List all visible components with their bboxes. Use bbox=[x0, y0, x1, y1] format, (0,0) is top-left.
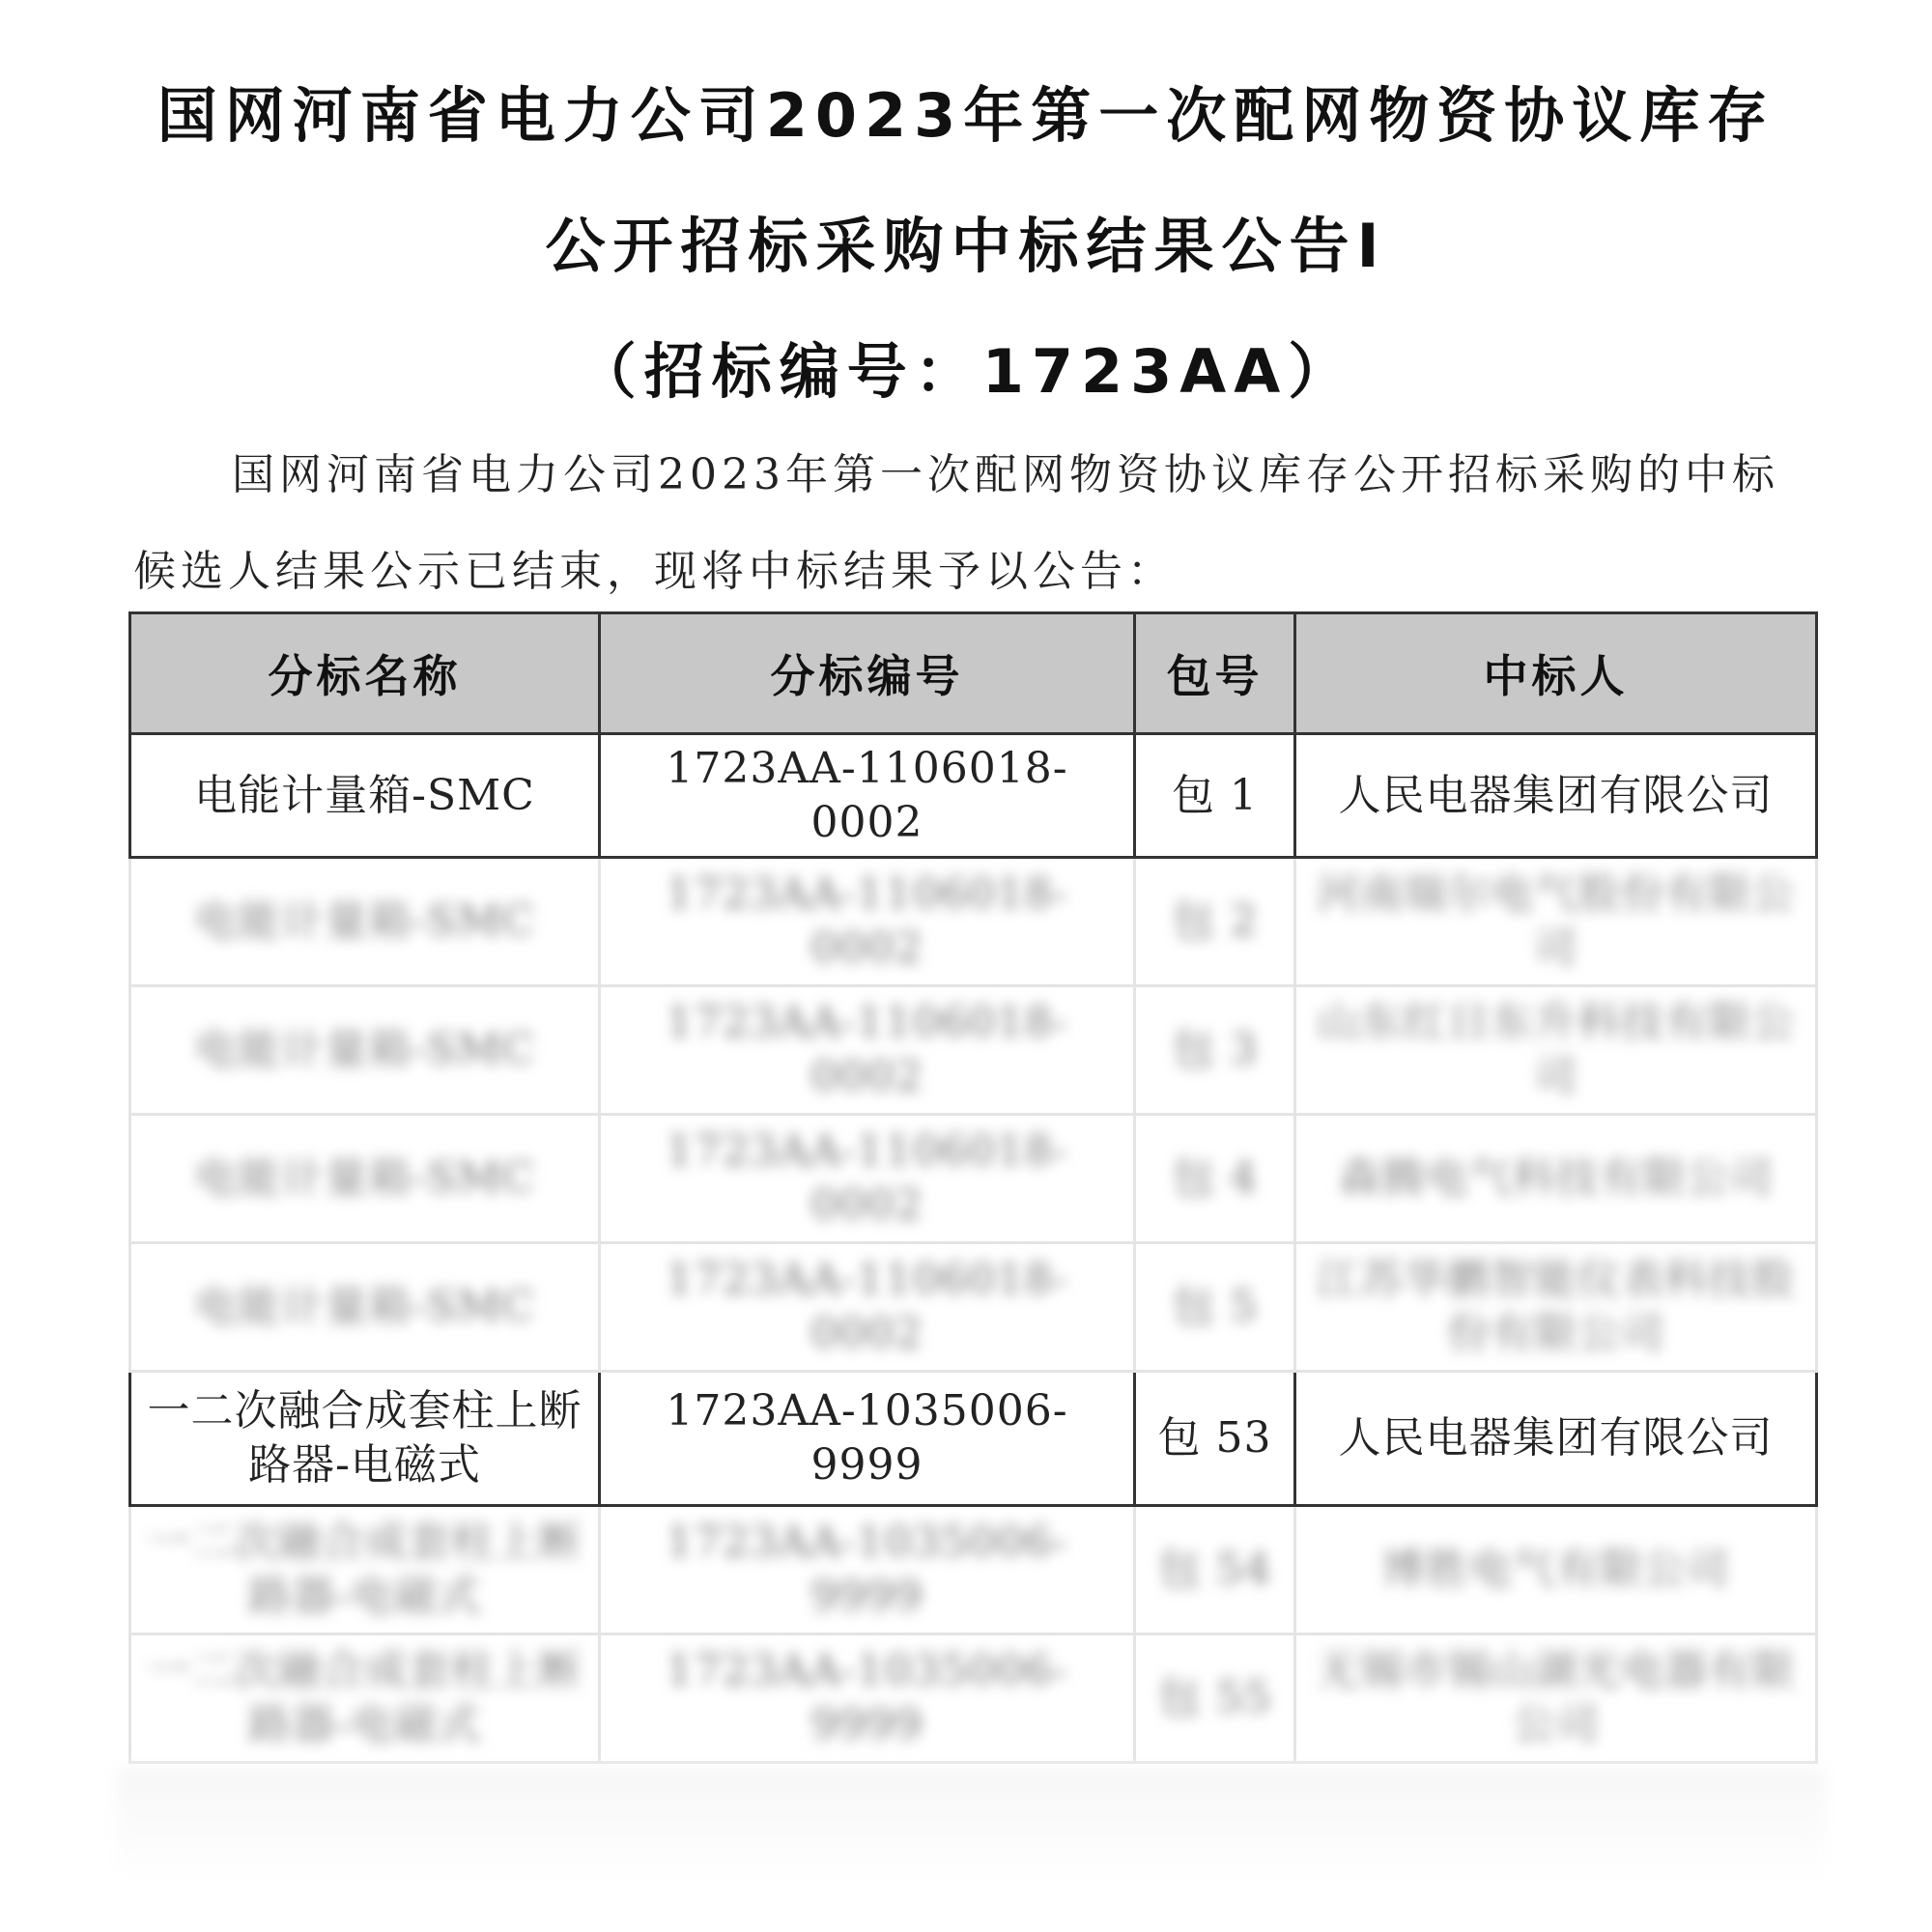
cell-lot-name: 电能计量箱-SMC bbox=[130, 1243, 600, 1372]
cell-package: 包 53 bbox=[1135, 1372, 1295, 1506]
cell-package: 包 5 bbox=[1135, 1243, 1295, 1372]
blurred-page-bottom bbox=[116, 1768, 1826, 1884]
cell-lot-code: 1723AA-1106018-0002 bbox=[600, 1243, 1135, 1372]
cell-lot-code: 1723AA-1106018-0002 bbox=[600, 986, 1135, 1115]
header-lot-code: 分标编号 bbox=[600, 613, 1135, 734]
cell-lot-name: 电能计量箱-SMC bbox=[130, 1115, 600, 1243]
header-winner: 中标人 bbox=[1295, 613, 1817, 734]
cell-lot-name: 电能计量箱-SMC bbox=[130, 986, 600, 1115]
cell-winner: 河南瑞尔电气股份有限公司 bbox=[1295, 858, 1817, 986]
title-line-3: （招标编号：1723AA） bbox=[576, 336, 1356, 407]
cell-lot-name: 一二次融合成套柱上断路器-电磁式 bbox=[130, 1634, 600, 1763]
table-row bbox=[130, 1243, 1817, 1372]
title-line-2: 公开招标采购中标结果公告Ⅰ bbox=[545, 211, 1387, 281]
table-row bbox=[130, 734, 1817, 858]
title-line-1: 国网河南省电力公司2023年第一次配网物资协议库存 bbox=[156, 80, 1776, 151]
cell-lot-name: 一二次融合成套柱上断路器-电磁式 bbox=[130, 1506, 600, 1634]
cell-winner: 人民电器集团有限公司 bbox=[1295, 1372, 1817, 1506]
cell-lot-name: 电能计量箱-SMC bbox=[130, 858, 600, 986]
cell-package: 包 4 bbox=[1135, 1115, 1295, 1243]
cell-lot-code: 1723AA-1035006-9999 bbox=[600, 1634, 1135, 1763]
cell-lot-code: 1723AA-1035006-9999 bbox=[600, 1506, 1135, 1634]
table-row bbox=[130, 1115, 1817, 1243]
intro-line-2: 候选人结果公示已结束，现将中标结果予以公告： bbox=[133, 547, 1175, 596]
table-row bbox=[130, 858, 1817, 986]
cell-package: 包 54 bbox=[1135, 1506, 1295, 1634]
cell-lot-name: 一二次融合成套柱上断路器-电磁式 bbox=[130, 1372, 600, 1506]
cell-lot-code: 1723AA-1106018-0002 bbox=[600, 858, 1135, 986]
cell-package: 包 2 bbox=[1135, 858, 1295, 986]
table-row bbox=[130, 1634, 1817, 1763]
cell-winner: 森腾电气科技有限公司 bbox=[1295, 1115, 1817, 1243]
cell-winner: 博胜电气有限公司 bbox=[1295, 1506, 1817, 1634]
cell-package: 包 3 bbox=[1135, 986, 1295, 1115]
table-header-row bbox=[130, 613, 1817, 734]
cell-package: 包 1 bbox=[1135, 734, 1295, 858]
intro-line-1: 国网河南省电力公司2023年第一次配网物资协议库存公开招标采购的中标 bbox=[232, 450, 1779, 499]
cell-winner: 江苏华鹏智能仪表科技股份有限公司 bbox=[1295, 1243, 1817, 1372]
results-table bbox=[128, 611, 1818, 1764]
header-lot-name: 分标名称 bbox=[130, 613, 600, 734]
cell-winner: 山东红日东升科技有限公司 bbox=[1295, 986, 1817, 1115]
cell-lot-name: 电能计量箱-SMC bbox=[130, 734, 600, 858]
cell-lot-code: 1723AA-1106018-0002 bbox=[600, 1115, 1135, 1243]
cell-lot-code: 1723AA-1035006-9999 bbox=[600, 1372, 1135, 1506]
cell-package: 包 55 bbox=[1135, 1634, 1295, 1763]
cell-winner: 无锡市锡山湖光电器有限公司 bbox=[1295, 1634, 1817, 1763]
table-row bbox=[130, 986, 1817, 1115]
cell-lot-code: 1723AA-1106018-0002 bbox=[600, 734, 1135, 858]
cell-winner: 人民电器集团有限公司 bbox=[1295, 734, 1817, 858]
table-row bbox=[130, 1506, 1817, 1634]
header-package: 包号 bbox=[1135, 613, 1295, 734]
table-row bbox=[130, 1372, 1817, 1506]
